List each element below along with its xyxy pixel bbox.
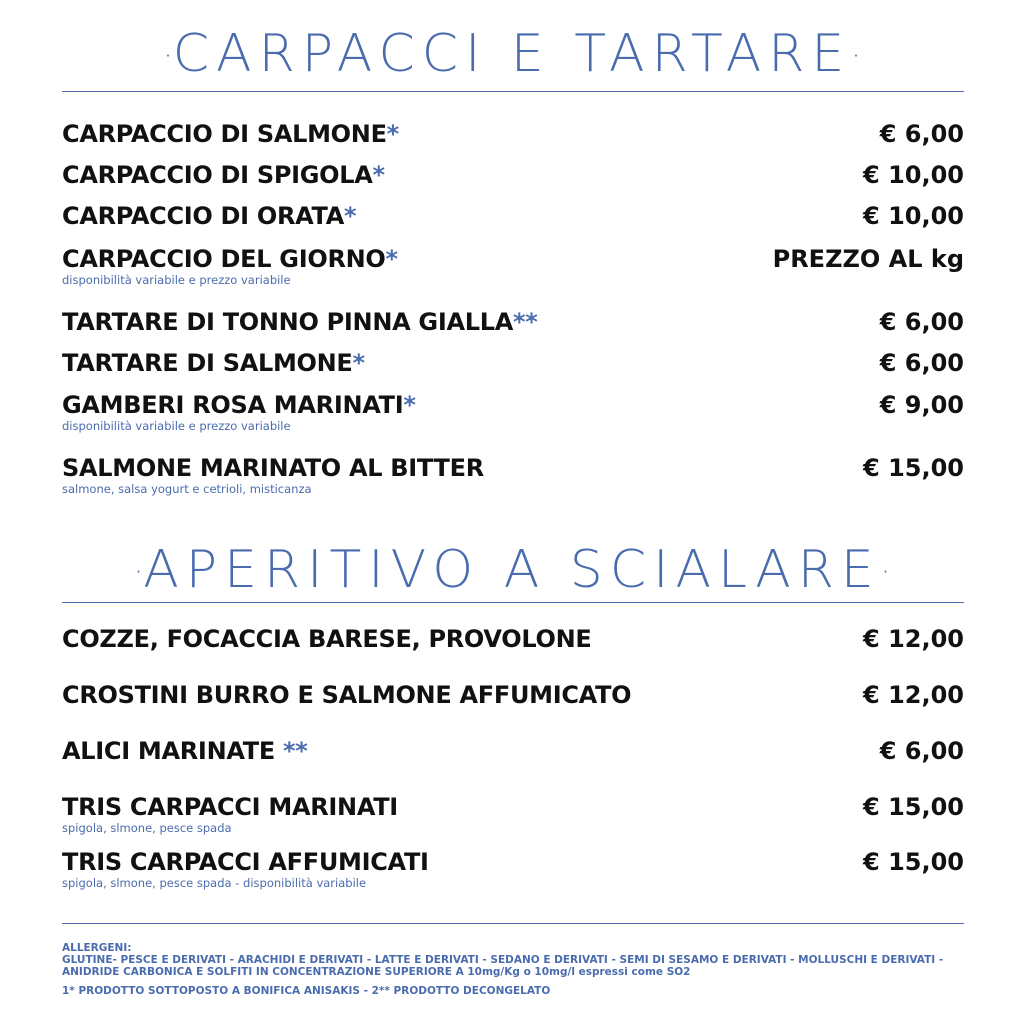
allergens-text: GLUTINE- PESCE E DERIVATI - ARACHIDI E DERIVATI - LATTE E DERIVATI - SEDANO E DERIVATI - SEMI DI SESAMO E DERIVATI - MOLLUSCHI E DERIVATI - ANIDRIDE CARBONICA E SOLFITI IN CONCENTRAZIONE SUPERIORE A 10mg/Kg o 10mg/l espressi come SO2 xyxy=(62,954,944,978)
item-name: TARTARE DI SALMONE xyxy=(62,349,353,377)
item-description: spigola, slmone, pesce spada - disponibilità variabile xyxy=(62,876,367,890)
section-title-carpacci xyxy=(0,24,1024,84)
section-divider xyxy=(62,91,964,92)
item-marker: * xyxy=(386,120,399,148)
allergens-heading: ALLERGENI: xyxy=(62,942,132,954)
item-name: COZZE, FOCACCIA BARESE, PROVOLONE xyxy=(62,625,592,653)
item-price: € 15,00 xyxy=(863,848,964,876)
footer-divider xyxy=(62,923,964,924)
item-name: TRIS CARPACCI AFFUMICATI xyxy=(62,848,429,876)
item-price: € 12,00 xyxy=(863,681,964,709)
section-title-text: APERITIVO A SCIALARE xyxy=(143,540,881,600)
item-marker: ** xyxy=(513,308,538,336)
title-dot-left: · xyxy=(133,555,144,590)
item-description: spigola, slmone, pesce spada xyxy=(62,821,232,835)
item-price: € 10,00 xyxy=(863,202,964,230)
allergens-note: 1* PRODOTTO SOTTOPOSTO A BONIFICA ANISAKIS - 2** PRODOTTO DECONGELATO xyxy=(62,985,551,997)
item-description: disponibilità variabile e prezzo variabile xyxy=(62,273,291,287)
item-name: CARPACCIO DI ORATA xyxy=(62,202,345,230)
item-name: CARPACCIO DI SPIGOLA xyxy=(62,161,373,189)
item-name: TARTARE DI TONNO PINNA GIALLA xyxy=(62,308,513,336)
item-price: € 10,00 xyxy=(863,161,964,189)
item-marker: * xyxy=(372,161,385,189)
item-price: € 6,00 xyxy=(879,308,964,336)
item-marker: * xyxy=(344,202,357,230)
item-name: ALICI MARINATE xyxy=(62,737,283,765)
item-price: PREZZO AL kg xyxy=(772,245,964,273)
item-description: disponibilità variabile e prezzo variabile xyxy=(62,419,291,433)
item-price: € 9,00 xyxy=(879,391,964,419)
item-marker: * xyxy=(403,391,416,419)
item-marker: ** xyxy=(282,737,308,765)
allergens-block xyxy=(62,942,964,997)
item-name: CARPACCIO DEL GIORNO xyxy=(62,245,386,273)
item-marker: * xyxy=(385,245,398,273)
title-dot-right: · xyxy=(851,39,861,74)
item-price: € 6,00 xyxy=(879,349,964,377)
item-price: € 15,00 xyxy=(863,793,964,821)
section-divider xyxy=(62,602,964,603)
item-price: € 12,00 xyxy=(863,625,964,653)
item-name: TRIS CARPACCI MARINATI xyxy=(62,793,398,821)
item-name: GAMBERI ROSA MARINATI xyxy=(62,391,404,419)
title-dot-left: · xyxy=(163,39,173,74)
item-price: € 15,00 xyxy=(863,454,964,482)
section-title-aperitivo xyxy=(0,540,1024,600)
item-name: SALMONE MARINATO AL BITTER xyxy=(62,454,484,482)
item-name: CROSTINI BURRO E SALMONE AFFUMICATO xyxy=(62,681,632,709)
item-price: € 6,00 xyxy=(879,120,964,148)
title-dot-right: · xyxy=(880,555,891,590)
item-description: salmone, salsa yogurt e cetrioli, misticanza xyxy=(62,482,312,496)
section-title-text: CARPACCI E TARTARE xyxy=(172,24,852,84)
item-marker: * xyxy=(352,349,365,377)
item-price: € 6,00 xyxy=(879,737,964,765)
item-name: CARPACCIO DI SALMONE xyxy=(62,120,387,148)
